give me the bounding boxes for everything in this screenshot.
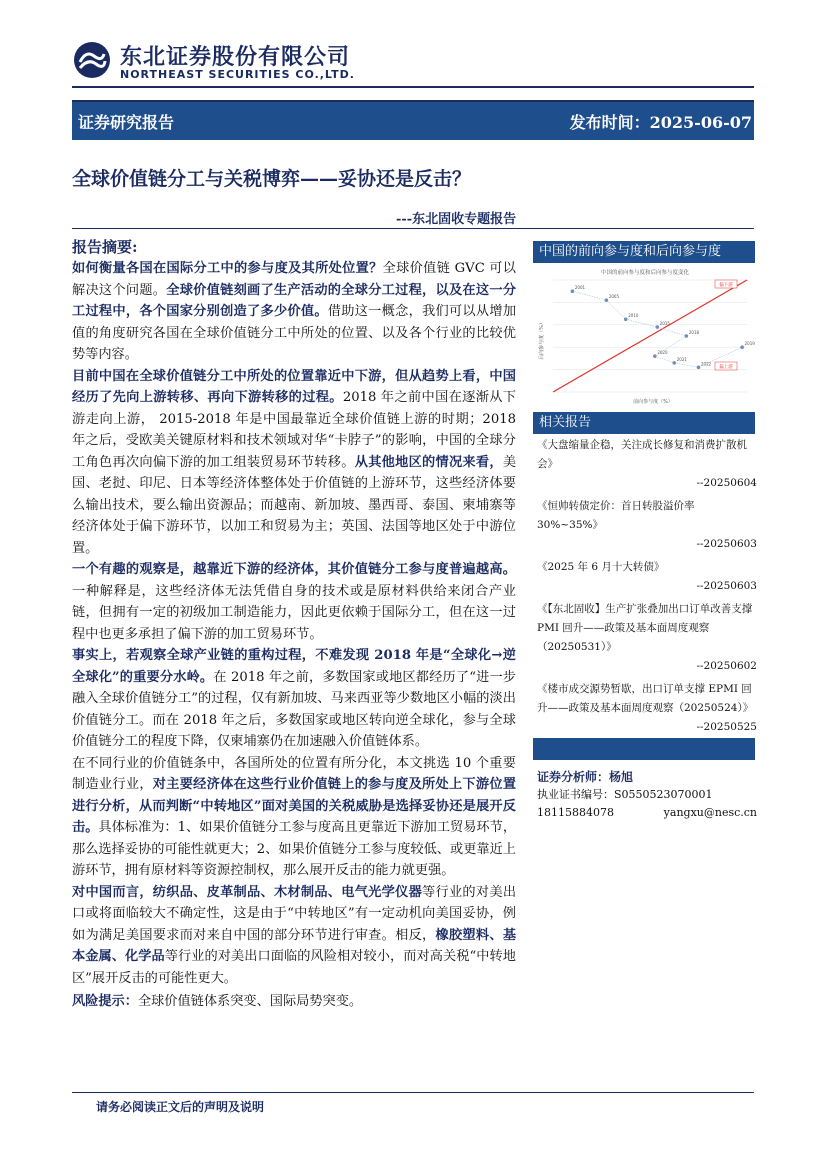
summary-paragraph: 在不同行业的价值链条中，各国所处的位置有所分化，本文挑选 10 个重要制造业行业，对主要经济体在这些行业价值链上的参与度及所处上下游位置进行分析，从而判断“中转地区”面对美国的关税威胁是选择妥协还是展开反击。具体标准为：1、如果价值链分工参与度高且更靠近下游加工贸易环节，那么选择妥协的可能性就更大；2、如果价值链分工参与度较低、或更靠近上游环节，拥有原材料等资源控制权，那么展开反击的能力就更强。 [72, 755, 517, 878]
analyst-info [537, 768, 757, 822]
chart-point [624, 317, 628, 321]
analyst-email[interactable]: yangxu@nesc.cn [663, 806, 757, 819]
related-report-item[interactable]: 《【东北固收】生产扩张叠加出口订单改善支撑 PMI 回升——政策及基本面周度观察（20250531）》 --20250602 [537, 603, 757, 672]
chart-annotation-label: 偏下游 [719, 283, 733, 288]
chart-point-label: 2015 [659, 321, 670, 327]
chart-point-label: 2020 [657, 350, 668, 356]
chart-point [653, 354, 657, 358]
sidebar-divider-bar [533, 738, 755, 760]
summary-paragraph: 对中国而言，纺织品、皮革制品、木材制品、电气光学仪器等行业的对美出口或将面临较大不确定性，这是由于“中转地区”有一定动机向美国妥协，例如为满足美国要求而对来自中国的部分环节进行审查。相反，橡胶塑料、基本金属、化学品等行业的对美出口面临的风险相对较小，而对高关税“中转地区”展开反击的可能性更大。 [72, 884, 517, 986]
chart-x-label: 前向参与度（%） [633, 399, 673, 405]
chart-point-label: 2005 [608, 294, 620, 300]
related-report-item[interactable]: 《2025 年 6 月十大转债》 --20250603 [537, 561, 757, 592]
chart-point-label: 2019 [744, 341, 755, 347]
report-title: 全球价值链分工与关税博弈——妥协还是反击？ [72, 168, 472, 190]
chart-point [685, 334, 689, 338]
chart-annotation-label: 偏上游 [719, 365, 733, 370]
footer-disclaimer: 请务必阅读正文后的声明及说明 [96, 1100, 265, 1114]
related-report-item[interactable]: 《楼市成交源势暂歇，出口订单支撑 EPMI 回升——政策及基本面周度观察（20250524）》 --20250525 [537, 683, 757, 733]
chart-point-label: 2010 [628, 313, 639, 319]
summary-body [72, 258, 516, 1013]
summary-paragraph: 如何衡量各国在国际分工中的参与度及其所处位置？全球价值链 GVC 可以解决这个问题。全球价值链刻画了生产活动的全球分工过程，以及在这一分工过程中，各个国家分别创造了多少价值。借助这一概念，我们可以从增加值的角度研究各国在全球价值链分工中所处的位置、以及各个行业的比较优势等内容。 [72, 261, 517, 362]
related-report-item[interactable]: 《大盘缩量企稳，关注成长修复和消费扩散机会》 --20250604 [537, 439, 757, 489]
report-subtitle: ---东北固收专题报告 [396, 212, 517, 227]
header-divider [72, 86, 754, 88]
analyst-cert: 执业证书编号：S0550523070001 [537, 788, 713, 801]
chart-point [605, 298, 609, 302]
summary-paragraph: 一个有趣的观察是，越靠近下游的经济体，其价值链分工参与度普遍越高。一种解释是，这些经济体无法凭借自身的技术或是原材料供给来闭合产业链，但拥有一定的初级加工制造能力，因此更依赖于国际分工，但在这一过程中也更多承担了偏下游的加工贸易环节。 [72, 562, 516, 642]
analyst-phone: 18115884078 [537, 806, 614, 819]
chart-point [740, 345, 744, 349]
company-logo-icon [72, 40, 112, 80]
related-reports-heading: 相关报告 [533, 412, 755, 434]
summary-heading: 报告摘要: [72, 238, 138, 256]
related-reports-list [537, 436, 757, 741]
analyst-contact [537, 804, 757, 822]
company-name-cn: 东北证券股份有限公司 [120, 45, 351, 70]
participation-scatter-chart [535, 264, 755, 406]
company-name-en: NORTHEAST SECURITIES CO.,LTD. [120, 68, 355, 81]
chart-y-label: 后向参与度（%） [539, 320, 545, 360]
chart-point [655, 325, 659, 329]
title-divider [72, 228, 754, 229]
footer-divider [72, 1092, 754, 1093]
chart-point [571, 289, 575, 293]
chart-point [672, 361, 676, 365]
risk-warning: 风险提示：全球价值链体系突变、国际局势突变。 [72, 994, 363, 1009]
chart-point-label: 2018 [688, 330, 700, 335]
chart-point-label: 2001 [574, 285, 586, 291]
chart-title: 中国的前向参与度和后向参与度变化 [600, 270, 690, 276]
chart-point [697, 366, 701, 370]
report-type: 证券研究报告 [78, 113, 175, 132]
analyst-name: 证券分析师：杨旭 [537, 770, 634, 784]
summary-paragraph: 目前中国在全球价值链分工中所处的位置靠近中下游，但从趋势上看，中国经历了先向上游转移、再向下游转移的过程。2018 年之前中国在逐渐从下游走向上游， 2015-2018 年是中国最靠近全球价值链上游的时期；2018 年之后，受欧美关键原材料和技术领域对华“卡脖子”的影响，中国的全球分工角色再次向偏下游的加工组装贸易环节转移。从其他地区的情况来看，美国、老挝、印尼、日本等经济体整体处于价值链的上游环节，这些经济体要么输出技术，要么输出资源品；而越南、新加坡、墨西哥、泰国、柬埔寨等经济体处于偏下游环节，以加工和贸易为主；英国、法国等地区处于中游位置。 [72, 368, 517, 556]
related-report-item[interactable]: 《恒帅转债定价：首日转股溢价率 30%~35%》 --20250603 [537, 500, 757, 550]
summary-paragraph: 事实上，若观察全球产业链的重构过程，不难发现 2018 年是“全球化→逆全球化”的重要分水岭。在 2018 年之前，多数国家或地区都经历了“进一步融入全球价值链分工”的过程，仅有新加坡、马来西亚等少数地区小幅的淡出价值链分工。而在 2018 年之后，多数国家或地区转向逆全球化，参与全球价值链分工的程度下降，仅柬埔寨仍在加速融入价值链体系。 [72, 648, 516, 749]
chart-heading: 中国的前向参与度和后向参与度 [533, 241, 755, 263]
publish-date: 发布时间：2025-06-07 [569, 113, 752, 132]
chart-point-label: 2022 [701, 361, 712, 367]
chart-point-label: 2021 [676, 356, 687, 362]
